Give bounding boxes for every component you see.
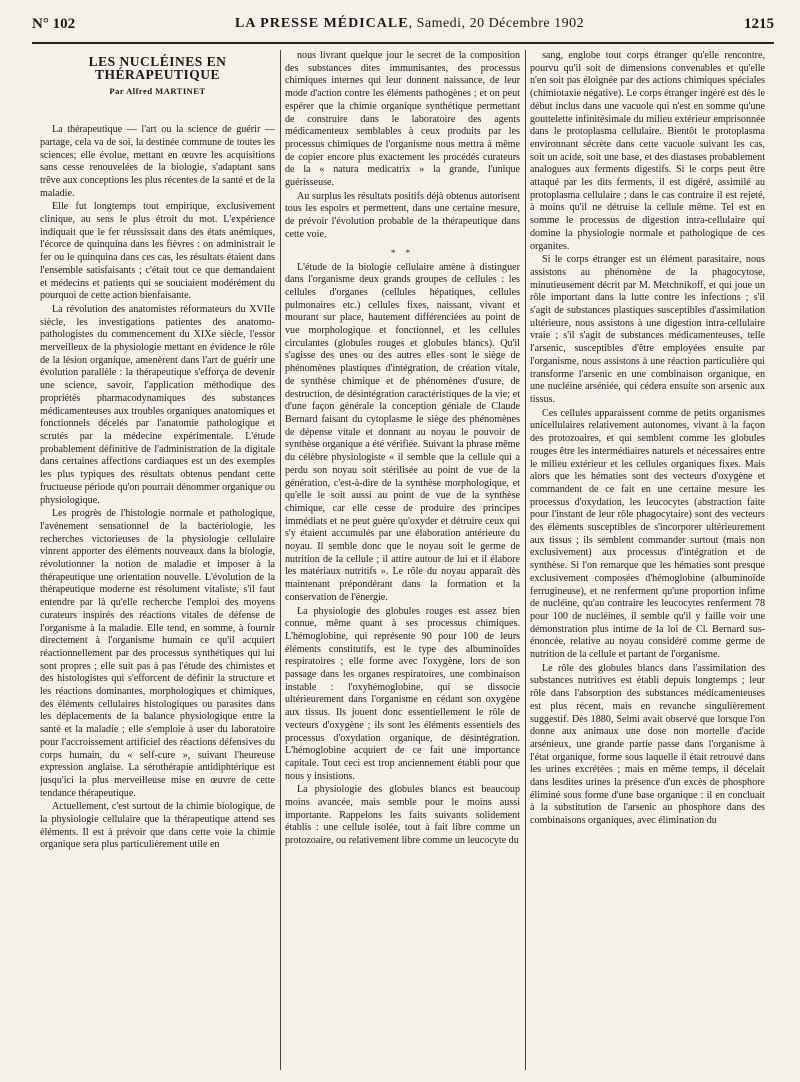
column-3-body (530, 50, 765, 828)
journal-masthead (235, 16, 584, 32)
column-1 (40, 50, 275, 1070)
paragraph: La physiologie des globules rouges est assez bien connue, même quant à ses processus chimiques. L'hémoglobine, qui représente 90 pour 100 de leurs éléments constitutifs, est le type des albuminoïdes respiratoires ; elle forme avec l'oxygène, lors de son passage dans les organes respiratoires, une combinaison instable : l'oxyhémoglobine, qui se dissocie ultérieurement dans l'organisme en cédant son oxygène aux tissus. Ils jouent donc essentiellement le rôle de vecteurs d'oxygène ; ils sont les éléments essentiels des processus d'oxydation organique, de désintégration. L'hémoglobine acquiert de ce fait une importance capitale. Tout ceci est trop anciennement établi pour que nous y insistions. (285, 605, 520, 782)
paragraph: Ces cellules apparaissent comme de petits organismes unicellulaires relativement autonomes, vivant à la façon des protozoaires, et qui semblent comme les globules rouges être les intermédiaires naturels et nécessaires entre le milieu extérieur et les cellules organiques fixes. Mais alors que les hématies sont des vecteurs d'oxygène et commandent de ce fait en une certaine mesure les processus d'oxydation, les leucocytes (abstraction faite pour l'instant de leur rôle phagocytaire) sont des vecteurs des éléments susceptibles de s'incorporer ultérieurement aux tissus ; ils semblent commander surtout (mais non exclusivement) aux processus d'intégration et de synthèse. Si l'on remarque que les hématies sont presque exclusivement composées d'hémoglobine (albuminoïde ferrugineuse), et ne renferment qu'une proportion infime de nucléine, qu'au contraire les leucocytes renferment 78 pour 100 de nucléines, il semble qu'il y faille voir une démonstration plus intime de la loi de Cl. Bernard sus-énoncée, relative au noyau considéré comme germe de nutrition de la cellule et partant de l'organisme. (530, 407, 765, 661)
article-author: Par Alfred MARTINET (109, 86, 206, 97)
paragraph: La révolution des anatomistes réformateurs du XVIIe siècle, les investigations patientes des anatomo-pathologistes du commencement du XIXe siècle, l'essor merveilleux de la physiologie mettant en évidence le rôle de la lésion organique, amenèrent dans l'art de guérir une évolution parallèle : la thérapeutique s'efforça de devenir une science, savoir, l'application méthodique des propriétés pharmacodynamiques des substances médicamenteuses aux troubles organiques anatomiques et fonctionnels décelés par l'anatomie pathologique et scrutés par la médecine expérimentale. L'étude probablement définitive de l'administration de la digitale dans certaines affections cardiaques est un des exemples les plus typiques des résultats obtenus pendant cette fructueuse période qu'on pourrait dénommer organique ou physiologique. (40, 303, 275, 506)
paragraph: Actuellement, c'est surtout de la chimie biologique, de la physiologie cellulaire que la thérapeutique attend ses éléments. Il est à prévoir que dans cette voie la chimie organique sera plus particulièrement utile en (40, 801, 275, 851)
running-header (32, 10, 774, 38)
article-title: LES NUCLÉINES EN THÉRAPEUTIQUE (88, 54, 227, 82)
paragraph: nous livrant quelque jour le secret de la composition des substances dites immunisantes, des processus chimiques internes qui leur donnent naissance, de leur mode d'action contre les éléments pathogènes ; et on peut espérer que la chimie organique synthétique permettant de construire dans le laboratoire des agents médicamenteux semblables à ceux produits par les processus chimiques de l'organisme nous mettra à même de copier encore plus exactement les procédés curateurs de la « natura medicatrix » la grande, l'unique guérisseuse. (285, 50, 520, 189)
column-divider (525, 50, 526, 1070)
paragraph: La thérapeutique — l'art ou la science de guérir — partage, cela va de soi, la destinée commune de toutes les sciences; elle évolue, mettant en œuvre les acquisitions sans cesse renouvelées de la biologie, s'adaptant sans trêve aux conceptions les plus récentes de la santé et de la maladie. (40, 124, 275, 199)
paragraph: sang, englobe tout corps étranger qu'elle rencontre, pourvu qu'il soit de dimensions convenables et qu'elle n'en soit pas éloignée par des actions chimiques spéciales (chimiotaxie négative). Le corps étranger ingéré est dès le début inclus dans une vacuole qui n'est en somme qu'une gouttelette infinitésimale du milieu extérieur emprisonnée dans le protoplasma cellulaire. Bientôt le protoplasma environnant sécrète dans cette vacuole suivant les cas, soit un acide, soit une base, et des diastases probablement analogues aux ferments digestifs. Si le corps peut être attaqué par les dits ferments, il est digéré, assimilé au protoplasma cellulaire ; dans le cas contraire il est rejeté, à moins qu'il ne détruise la cellule même. Tel est en somme le processus de digestion intra-cellulaire qui domine la physiologie normale et pathologique de ces organites. (530, 50, 765, 252)
column-2-body-bottom (285, 262, 520, 848)
paragraph: Elle fut longtemps tout empirique, exclusivement clinique, au sens le plus étroit du mot. L'expérience indiquait que le fer réussissait dans des états anémiques, l'écorce de quinquina dans les fièvres : on administrait le fer ou le quinquina dans ces cas, les résultats étaient dans l'ensemble satisfaisants ; c'était tout ce que demandaient et médecins et patients qui se souciaient modérément du pourquoi de cette action bienfaisante. (40, 201, 275, 302)
issue-number: N° 102 (32, 15, 76, 32)
column-3 (530, 50, 765, 1070)
section-separator: * * (390, 247, 415, 258)
column-1-body (40, 124, 275, 852)
paragraph: Au surplus les résultats positifs déjà obtenus autorisent tous les espoirs et permettent, dans une certaine mesure, de prévoir l'évolution probable de la thérapeutique dans cette voie. (285, 190, 520, 240)
column-divider (280, 50, 281, 1070)
journal-title: LA PRESSE MÉDICALE (234, 16, 409, 31)
page-number: 1215 (743, 15, 774, 32)
paragraph: La physiologie des globules blancs est beaucoup moins avancée, mais semble pour le moins aussi importante. Rappelons les faits suivants solidement établis : une cellule isolée, tout à fait libre comme un protozoaire, ou relativement libre comme un leucocyte du (285, 784, 520, 847)
column-2 (285, 50, 520, 1070)
column-2-body-top (285, 50, 520, 242)
paragraph: L'étude de la biologie cellulaire amène à distinguer dans l'organisme deux grands groupes de cellules : les cellules d'organes (cellules hépatiques, cellules pulmonaires etc.) cellules fixes, naissant, vivant et mourant sur place, hautement différenciées au point de vue morphologique et fonctionnel, et les cellules circulantes (globules rouges et globules blancs). Qu'il s'agisse des unes ou des autres elles sont le siège de phénomènes plastiques d'intégration, de création vitale, de synthèse chimique et de phénomènes d'usure, de destruction, de désintégration caractéristiques de la vie; et d'une façon générale la conception géniale de Claude Bernard faisant du cytoplasme le siège des phénomènes de dépense vitale et donnant au noyau le pouvoir de synthèse organique a été vérifiée. Suivant la phrase même du célèbre physiologiste « il semble que la cellule qui a perdu son noyau soit stérilisée au point de vue de la génération, c'est-à-dire de la synthèse morphologique, et qu'elle le soit aussi au point de vue de la synthèse chimique, car elle cesse de produire des principes immédiats et ne peut guère qu'oxyder et détruire ceux qui s'y étaient accumulés par une élaboration antérieure du noyau. Il semble donc que le noyau soit le germe de nutrition de la cellule ; il attire autour de lui et il élabore les matériaux nutritifs ». Le rôle du noyau apparaît dès maintenant prépondérant dans la formation et la conservation de l'énergie. (285, 261, 520, 603)
paragraph: Si le corps étranger est un élément parasitaire, nous assistons au phénomène de la phagocytose, minutieusement décrit par M. Metchnikoff, et qui joue un rôle important dans la lutte contre les infections ; s'il s'agit de substances plastiques susceptibles d'assimilation ultérieure, nous assistons à une digestion intra-cellulaire vraie ; s'il s'agit de substances médicamenteuses, telle l'arsenic, susceptibles d'être employées ensuite par l'organisme, nous assistons à une réaction particulière qui transforme l'arsenic en une combinaison organique, en une nucléine arséniée, qui cédera ensuite son arsenic aux tissus. (530, 254, 765, 405)
paragraph: Le rôle des globules blancs dans l'assimilation des substances nutritives est établi depuis longtemps ; leur rôle dans l'absorption des substances médicamenteuses est plus récent, mais en revanche singulièrement suggestif. Dès 1880, Selmi avait observé que lorsque l'on donne aux animaux une dose non mortelle d'acide arsénieux, une grande partie passe dans l'organisme à l'état organique, forme sous laquelle il était retrouvé dans les urines excrétées ; mais en même temps, il décelait dans lesdites urines la présence d'un excès de phosphore éliminé sous forme d'une base organique : il en concluait à la substitution de l'arsenic au phosphore dans des combinaisons organiques, avec élimination du (530, 662, 765, 827)
paragraph: Les progrès de l'histologie normale et pathologique, l'avénement sensationnel de la bactériologie, les recherches victorieuses de la physiologie cellulaire vinrent apporter des éléments nouveaux dans la biologie, révolutionner la notion de maladie et imposer à la thérapeutique une orientation nouvelle. L'évolution de la thérapeutique moderne est résolument vitaliste, s'il faut entendre par là qu'elle recherche l'emploi des moyens curateurs inspirés des réactions vitales de défense de l'organisme à la maladie. Elle tend, en somme, à fournir directement à l'organisme humain ce qu'il acquiert réactionnellement par des processus synthétiques qui lui sont propres ; elle suit pas à pas l'étude des chimistes et des histologistes qui s'efforcent de définir la structure et les réactions dominantes, morphologiques et chimiques, des éléments cellulaires histologiques ou parasites dans les déplacements de la balance physiologique entre la santé et la maladie ; elle s'emploie à user du laboratoire pour l'accroissement artificiel des réactions défensives du corps humain, du « self-cure », suivant l'heureuse expression anglaise. La sérothérapie antidiphtérique est jusqu'ici la plus merveilleuse mise en œuvre de cette tendance thérapeutique. (40, 508, 275, 799)
header-rule (32, 42, 774, 44)
issue-date: , Samedi, 20 Décembre 1902 (408, 16, 585, 31)
